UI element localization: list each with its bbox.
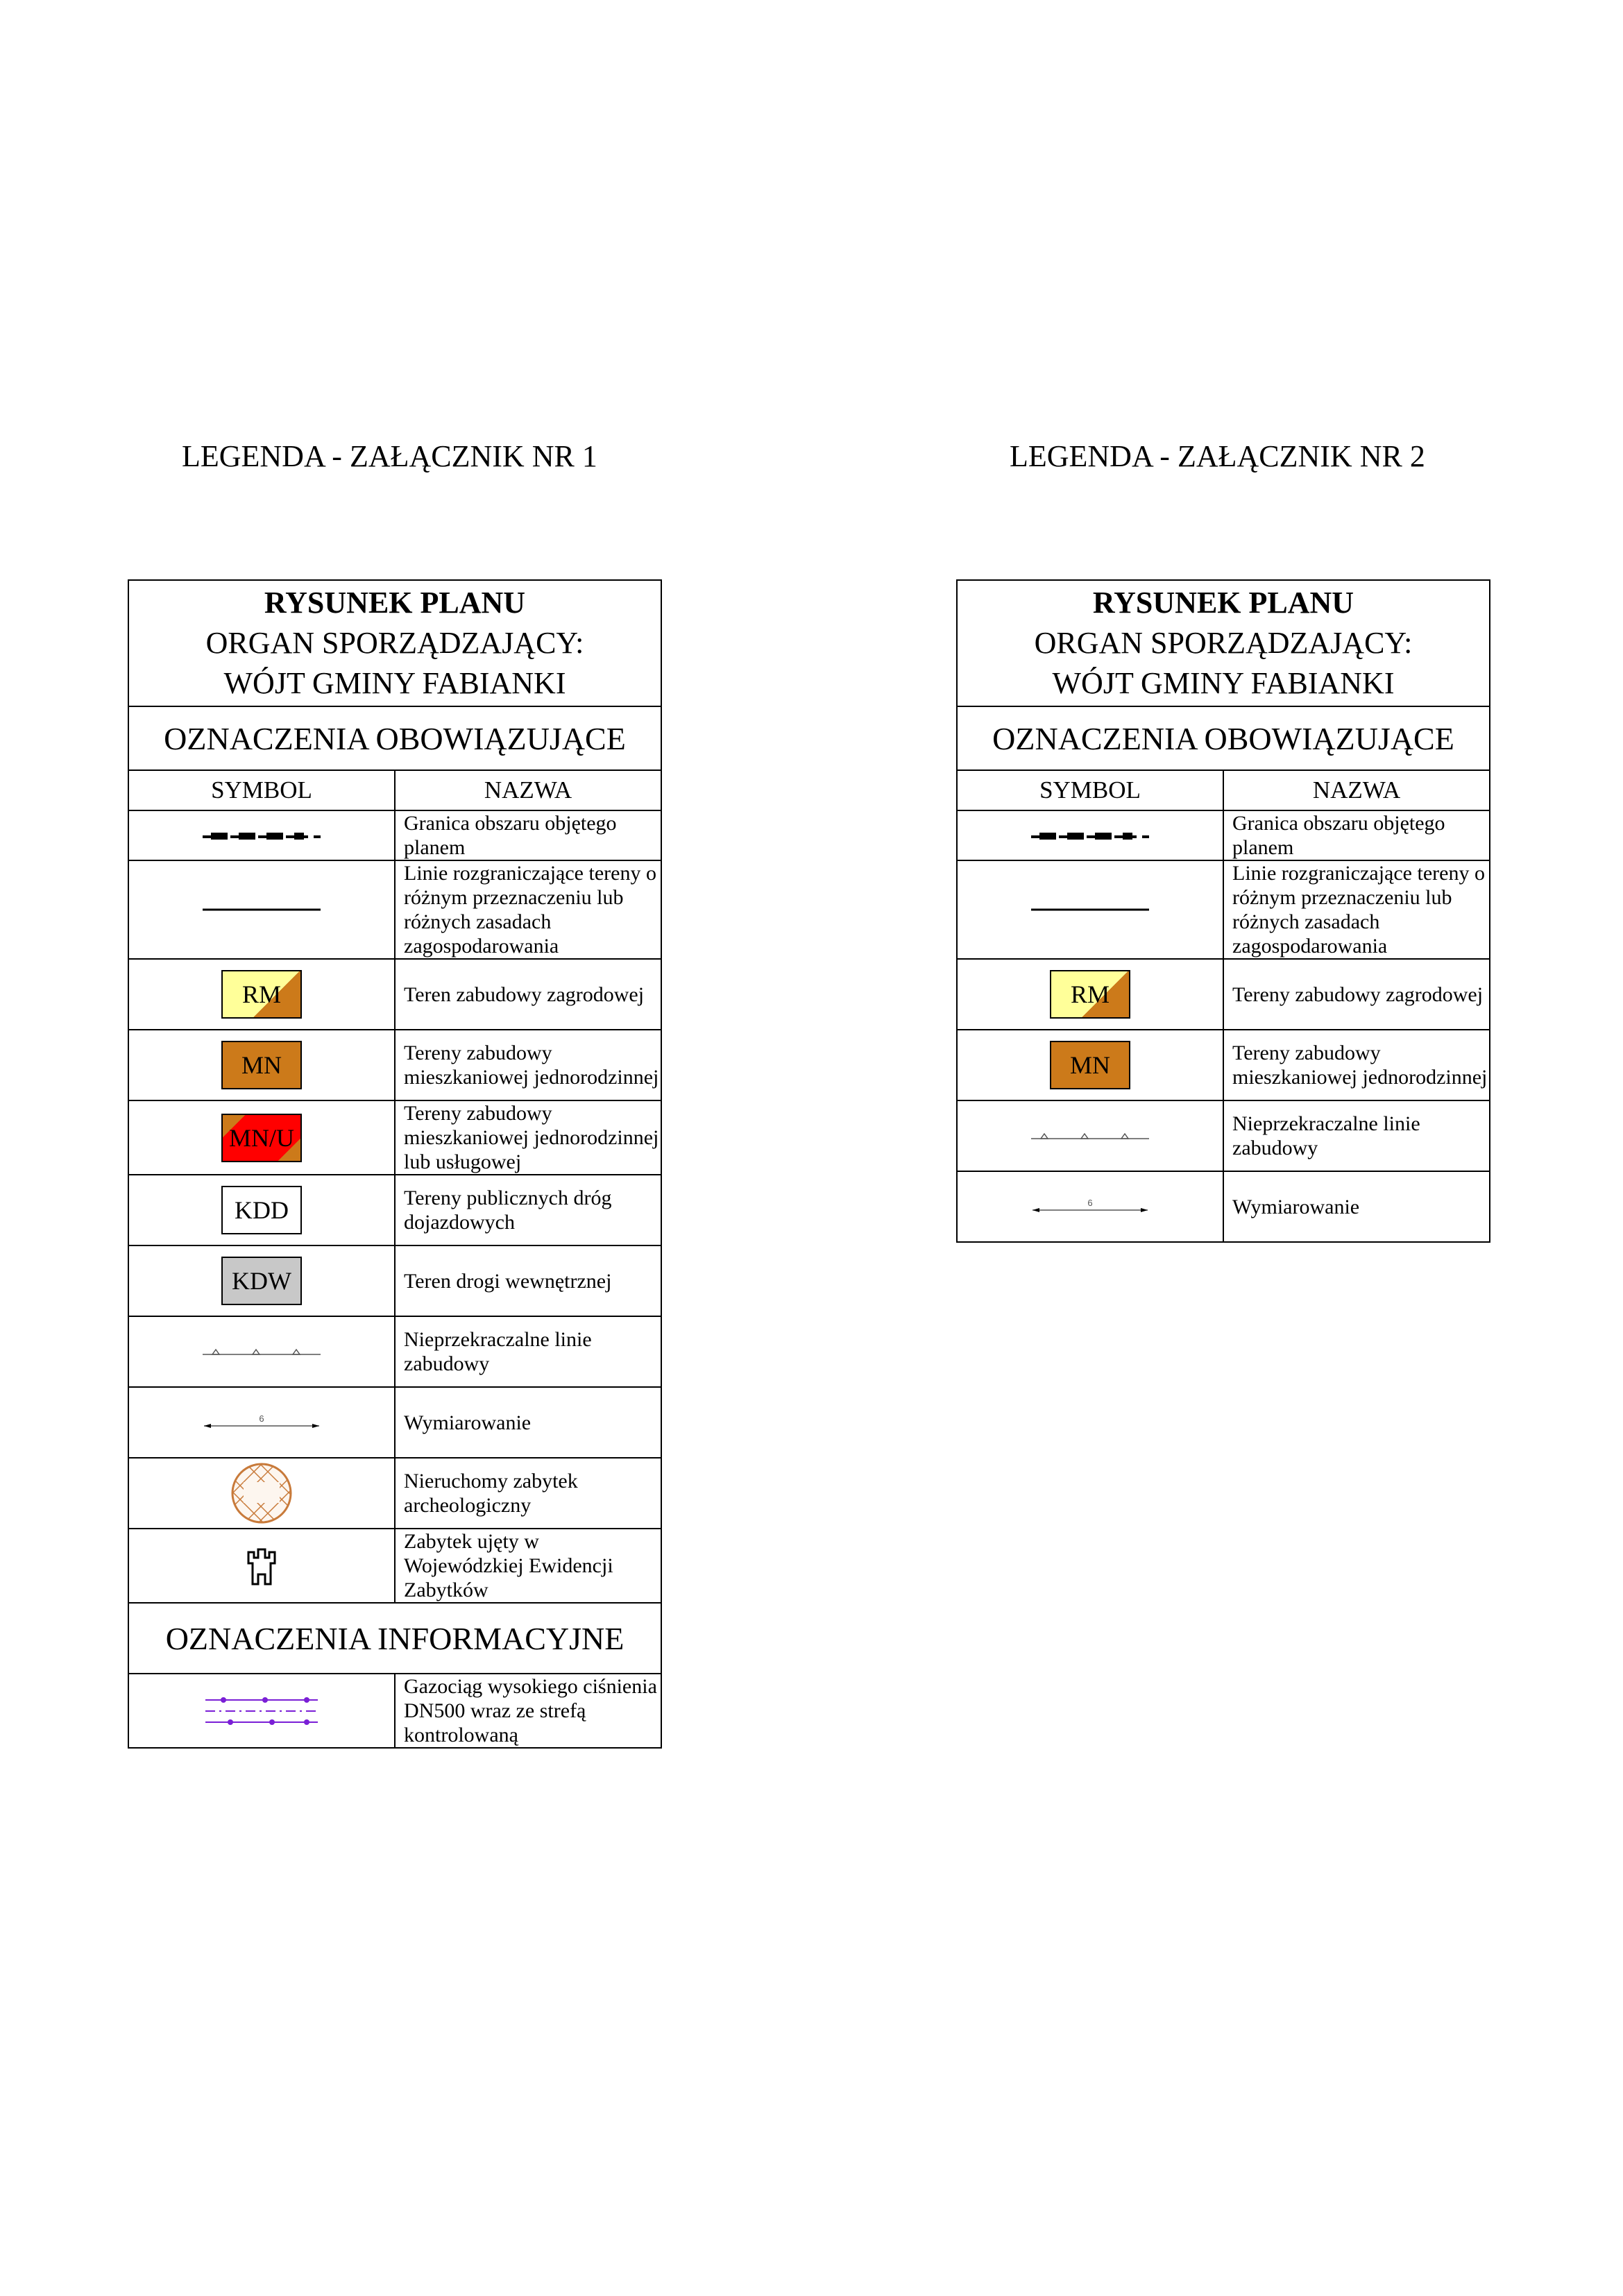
kdd-symbol: KDD: [221, 1186, 302, 1234]
plan-header: [957, 580, 1490, 706]
symbol-cell: [128, 1100, 395, 1175]
symbol-cell: [957, 1030, 1223, 1100]
legend-item-name: Teren zabudowy zagrodowej: [395, 959, 661, 1030]
legend-item-name: Nieprzekraczalne linie zabudowy: [395, 1316, 661, 1387]
legend-2-title: LEGENDA - ZAŁĄCZNIK NR 2: [1010, 439, 1425, 473]
symbol-cell: [957, 810, 1223, 860]
col-name-header: NAZWA: [1223, 770, 1490, 810]
plan-drawing-label: RYSUNEK PLANU: [264, 586, 526, 620]
rm-symbol: RM: [221, 970, 302, 1019]
plan-boundary-line-icon: [1031, 828, 1149, 842]
organ-name: WÓJT GMINY FABIANKI: [1052, 666, 1395, 700]
kdw-symbol: KDW: [221, 1257, 302, 1305]
mnu-symbol: MN/U: [221, 1114, 302, 1162]
legend-item-name: Linie rozgraniczające tereny o różnym przeznaczeniu lub różnych zasadach zagospodarowania: [395, 860, 661, 959]
mn-symbol: MN: [221, 1041, 302, 1089]
demarcation-line-icon: [1031, 906, 1149, 913]
organ-label: ORGAN SPORZĄDZAJĄCY:: [1034, 626, 1413, 660]
organ-label: ORGAN SPORZĄDZAJĄCY:: [205, 626, 584, 660]
section-mandatory: OZNACZENIA OBOWIĄZUJĄCE: [957, 706, 1490, 770]
legend-item-name: Wymiarowanie: [1223, 1171, 1490, 1242]
demarcation-line-icon: [203, 906, 321, 913]
symbol-cell: [128, 1030, 395, 1100]
plan-boundary-line-icon: [203, 828, 321, 842]
symbol-cell: [128, 1175, 395, 1245]
dimension-line-icon: [1031, 1196, 1149, 1217]
legend-item-name: Nieruchomy zabytek archeologiczny: [395, 1458, 661, 1529]
building-line-icon: [203, 1345, 321, 1359]
legend-item-name: Gazociąg wysokiego ciśnienia DN500 wraz ze strefą kontrolowaną: [395, 1674, 661, 1748]
col-name-header: NAZWA: [395, 770, 661, 810]
legend-item-name: Granica obszaru objętego planem: [395, 810, 661, 860]
symbol-cell: [128, 1316, 395, 1387]
symbol-cell: [128, 1458, 395, 1529]
legend-item-name: Tereny publicznych dróg dojazdowych: [395, 1175, 661, 1245]
symbol-cell: [957, 1171, 1223, 1242]
col-symbol-header: SYMBOL: [128, 770, 395, 810]
section-mandatory: OZNACZENIA OBOWIĄZUJĄCE: [128, 706, 661, 770]
legend-item-name: Tereny zabudowy mieszkaniowej jednorodzinnej: [1223, 1030, 1490, 1100]
symbol-cell: [957, 959, 1223, 1030]
legend-1-title: LEGENDA - ZAŁĄCZNIK NR 1: [182, 439, 597, 473]
legend-2-table: [956, 579, 1490, 1243]
symbol-cell: [128, 1529, 395, 1603]
legend-item-name: Wymiarowanie: [395, 1387, 661, 1458]
organ-name: WÓJT GMINY FABIANKI: [223, 666, 566, 700]
symbol-cell: [128, 1387, 395, 1458]
legend-item-name: Teren drogi wewnętrznej: [395, 1245, 661, 1316]
legend-item-name: Granica obszaru objętego planem: [1223, 810, 1490, 860]
legend-1-table: [128, 579, 662, 1749]
dimension-line-icon: [203, 1412, 321, 1433]
symbol-cell: [128, 1674, 395, 1748]
legend-item-name: Tereny zabudowy mieszkaniowej jednorodzinnej: [395, 1030, 661, 1100]
legend-item-name: Tereny zabudowy mieszkaniowej jednorodzinnej lub usługowej: [395, 1100, 661, 1175]
symbol-cell: [128, 1245, 395, 1316]
plan-drawing-label: RYSUNEK PLANU: [1092, 586, 1354, 620]
symbol-cell: [957, 860, 1223, 959]
symbol-cell: [128, 810, 395, 860]
legend-item-name: Linie rozgraniczające tereny o różnym przeznaczeniu lub różnych zasadach zagospodarowania: [1223, 860, 1490, 959]
legend-item-name: Tereny zabudowy zagrodowej: [1223, 959, 1490, 1030]
legend-item-name: Nieprzekraczalne linie zabudowy: [1223, 1100, 1490, 1171]
rm-symbol: RM: [1050, 970, 1130, 1019]
section-informational: OZNACZENIA INFORMACYJNE: [128, 1603, 661, 1674]
dimension-value: 6: [259, 1413, 264, 1424]
gas-pipeline-icon: [203, 1690, 321, 1732]
monument-icon: [246, 1547, 278, 1585]
legend-item-name: Zabytek ujęty w Wojewódzkiej Ewidencji Zabytków: [395, 1529, 661, 1603]
symbol-cell: [128, 860, 395, 959]
symbol-cell: [128, 959, 395, 1030]
mn-symbol: MN: [1050, 1041, 1130, 1089]
archaeological-site-icon: [230, 1461, 294, 1525]
col-symbol-header: SYMBOL: [957, 770, 1223, 810]
plan-header: [128, 580, 661, 706]
symbol-cell: [957, 1100, 1223, 1171]
dimension-value: 6: [1087, 1198, 1093, 1208]
building-line-icon: [1031, 1129, 1149, 1143]
